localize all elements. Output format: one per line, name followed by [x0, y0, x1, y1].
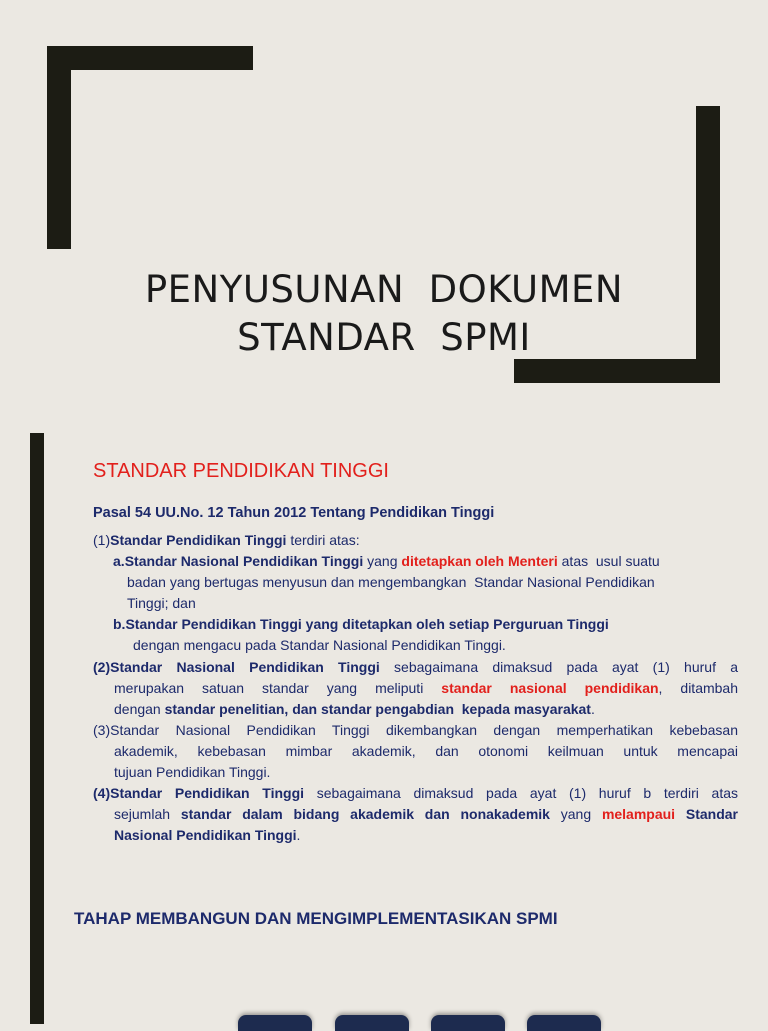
bold-term: standar dalam bidang akademik dan nonakademik: [180, 806, 550, 822]
paragraph-1: [93, 530, 743, 656]
text-run: atas usul suatu: [557, 553, 660, 569]
paragraph-2-line-1: [93, 657, 738, 678]
text-run: terdiri atas:: [286, 532, 360, 548]
frame-bar-top-left-vertical: [47, 46, 71, 249]
law-reference-subheading: Pasal 54 UU.No. 12 Tahun 2012 Tentang Pendidikan Tinggi: [93, 505, 495, 521]
bottom-tab-1[interactable]: [238, 1015, 312, 1031]
bold-term: Standar Pendidikan Tinggi: [110, 785, 305, 801]
item-a-line-1: [93, 551, 743, 572]
paragraph-number: (3): [93, 722, 111, 738]
bold-term: standar penelitian, dan standar pengabdian kepada masyarakat: [164, 701, 591, 717]
item-a-line-3: Tinggi; dan: [127, 595, 196, 611]
paragraph-3-line-2: akademik, kebebasan mimbar akademik, dan otonomi keilmuan untuk mencapai: [114, 743, 738, 759]
text-run: yang: [549, 806, 602, 822]
text-run: Standar Nasional Pendidikan Tinggi dikembangkan dengan memperhatikan kebebasan: [110, 722, 738, 738]
bold-term: Standar Pendidikan Tinggi: [110, 532, 287, 548]
highlight-red: standar nasional pendidikan: [441, 680, 659, 696]
text-run: sebagaimana dimaksud pada ayat (1) huruf a: [379, 659, 738, 675]
text-run: merupakan satuan standar yang meliputi: [114, 680, 442, 696]
bottom-tab-3[interactable]: [431, 1015, 505, 1031]
left-accent-bar: [30, 433, 44, 1024]
paragraph-number: (1): [93, 532, 111, 548]
item-letter: b.: [113, 616, 126, 632]
highlight-red: ditetapkan oleh Menteri: [401, 553, 558, 569]
bold-term: Standar Nasional Pendidikan Tinggi: [124, 553, 364, 569]
slide-title-line-1: PENYUSUNAN DOKUMEN: [144, 268, 624, 311]
paragraph-3-line-3: tujuan Pendidikan Tinggi.: [114, 764, 271, 780]
section-heading: STANDAR PENDIDIKAN TINGGI: [93, 460, 389, 482]
slide-title-line-2: STANDAR SPMI: [237, 316, 531, 359]
bold-term: Standar Nasional Pendidikan Tinggi: [110, 659, 380, 675]
paragraph-4-line-3: [93, 825, 738, 846]
bold-term: Nasional Pendidikan Tinggi: [114, 827, 297, 843]
paragraph-4-line-1: [93, 783, 738, 804]
paragraph-2-line-2: [93, 678, 738, 699]
text-run: dengan: [114, 701, 165, 717]
footer-heading: TAHAP MEMBANGUN DAN MENGIMPLEMENTASIKAN SPMI: [74, 909, 558, 928]
text-run: yang: [363, 553, 402, 569]
paragraph-2-line-3: [93, 699, 738, 720]
paragraph-number: (2): [93, 659, 111, 675]
paragraph-3: [93, 720, 738, 783]
highlight-red: melampaui: [601, 806, 676, 822]
bold-term: Standar Pendidikan Tinggi yang ditetapkan oleh setiap Perguruan Tinggi: [125, 616, 609, 632]
bottom-tab-4[interactable]: [527, 1015, 601, 1031]
item-letter: a.: [113, 553, 125, 569]
paragraph-4-line-2: [93, 804, 738, 825]
text-run: sejumlah: [114, 806, 181, 822]
frame-bar-bottom-right-vertical: [696, 106, 720, 383]
paragraph-number: (4): [93, 785, 111, 801]
text-run: , ditambah: [658, 680, 738, 696]
text-run: sebagaimana dimaksud pada ayat (1) huruf b terdiri atas: [304, 785, 738, 801]
item-b-line-2: dengan mengacu pada Standar Nasional Pendidikan Tinggi.: [133, 637, 506, 653]
paragraph-4: [93, 783, 738, 846]
paragraph-3-line-1: [93, 720, 738, 741]
bold-term: Standar: [675, 806, 739, 822]
bottom-tab-2[interactable]: [335, 1015, 409, 1031]
frame-bar-bottom-right-horizontal: [514, 359, 720, 383]
frame-bar-top-left-horizontal: [47, 46, 253, 70]
text-run: .: [296, 827, 301, 843]
paragraph-1-line-1: [93, 530, 743, 551]
item-b-line-1: [93, 614, 743, 635]
slide-title: [100, 266, 668, 362]
item-a-line-2: badan yang bertugas menyusun dan mengembangkan Standar Nasional Pendidikan: [127, 574, 655, 590]
paragraph-2: [93, 657, 738, 720]
text-run: .: [590, 701, 595, 717]
